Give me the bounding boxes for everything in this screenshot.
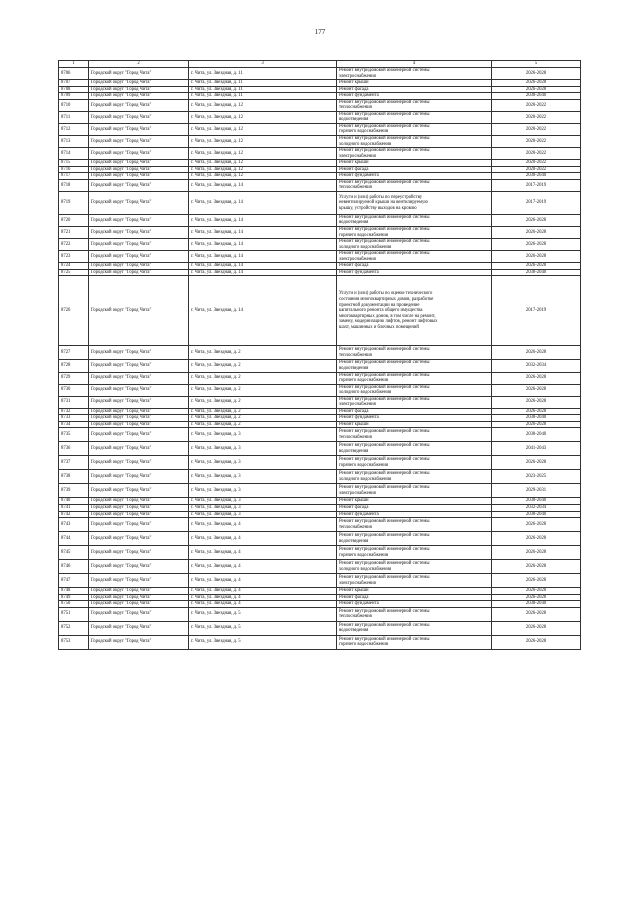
- row-number-cell: 8717: [59, 173, 89, 180]
- work-type-cell: Ремонт фасада: [337, 263, 492, 270]
- planned-period-cell: 2032-2034: [492, 504, 581, 511]
- planned-period-cell: 2041-2043: [492, 442, 581, 456]
- municipality-cell: Городской округ "Город Чита": [89, 574, 189, 588]
- row-number-cell: 8753: [59, 635, 89, 649]
- row-number-cell: 8714: [59, 148, 89, 160]
- address-cell: г. Чита, ул. Звездная, д. 3: [189, 428, 337, 442]
- column-number-1: 1: [59, 61, 89, 68]
- address-cell: г. Чита, ул. Звездная, д. 2: [189, 372, 337, 384]
- planned-period-cell: 2026-2028: [492, 635, 581, 649]
- planned-period-cell: 2026-2028: [492, 408, 581, 415]
- work-type-cell: Ремонт внутридомовой инженерной системы теплоснабжения: [337, 428, 492, 442]
- row-number-cell: 8728: [59, 360, 89, 372]
- work-type-cell: Ремонт внутридомовой инженерной системы холодного водоснабжения: [337, 239, 492, 251]
- address-cell: г. Чита, ул. Звездная, д. 3: [189, 442, 337, 456]
- table-row: [59, 442, 581, 456]
- row-number-cell: 8716: [59, 166, 89, 173]
- address-cell: г. Чита, ул. Звездная, д. 4: [189, 546, 337, 560]
- address-cell: г. Чита, ул. Звездная, д. 4: [189, 588, 337, 595]
- municipality-cell: Городской округ "Город Чита": [89, 415, 189, 422]
- municipality-cell: Городской округ "Город Чита": [89, 111, 189, 123]
- address-cell: г. Чита, ул. Звездная, д. 14: [189, 269, 337, 276]
- row-number-cell: 8723: [59, 251, 89, 263]
- table-row: [59, 68, 581, 80]
- municipality-cell: Городской округ "Город Чита": [89, 239, 189, 251]
- work-type-cell: Ремонт внутридомовой инженерной системы горячего водоснабжения: [337, 635, 492, 649]
- work-type-cell: Ремонт фасада: [337, 86, 492, 93]
- address-cell: г. Чита, ул. Звездная, д. 3: [189, 470, 337, 484]
- row-number-cell: 8740: [59, 498, 89, 505]
- planned-period-cell: 2026-2028: [492, 372, 581, 384]
- planned-period-cell: 2026-2028: [492, 518, 581, 532]
- table-row: [59, 484, 581, 498]
- municipality-cell: Городской округ "Город Чита": [89, 123, 189, 135]
- row-number-cell: 8718: [59, 179, 89, 191]
- address-cell: г. Чита, ул. Звездная, д. 14: [189, 227, 337, 239]
- planned-period-cell: 2026-2028: [492, 588, 581, 595]
- row-number-cell: 8731: [59, 396, 89, 408]
- work-type-cell: Ремонт внутридомовой инженерной системы электроснабжения: [337, 396, 492, 408]
- address-cell: г. Чита, ул. Звездная, д. 14: [189, 179, 337, 191]
- planned-period-cell: 2017-2019: [492, 179, 581, 191]
- row-number-cell: 8747: [59, 574, 89, 588]
- municipality-cell: Городской округ "Город Чита": [89, 560, 189, 574]
- row-number-cell: 8734: [59, 421, 89, 428]
- row-number-cell: 8742: [59, 511, 89, 518]
- planned-period-cell: 2026-2028: [492, 594, 581, 601]
- planned-period-cell: 2038-2040: [492, 415, 581, 422]
- planned-period-cell: 2026-2028: [492, 86, 581, 93]
- planned-period-cell: 2023-2025: [492, 470, 581, 484]
- municipality-cell: Городской округ "Город Чита": [89, 160, 189, 167]
- address-cell: г. Чита, ул. Звездная, д. 3: [189, 504, 337, 511]
- address-cell: г. Чита, ул. Звездная, д. 11: [189, 68, 337, 80]
- work-type-cell: Ремонт внутридомовой инженерной системы электроснабжения: [337, 68, 492, 80]
- address-cell: г. Чита, ул. Звездная, д. 14: [189, 214, 337, 226]
- table-row: [59, 607, 581, 621]
- municipality-cell: Городской округ "Город Чита": [89, 372, 189, 384]
- table-row: [59, 99, 581, 111]
- planned-period-cell: 2026-2028: [492, 251, 581, 263]
- row-number-cell: 8744: [59, 532, 89, 546]
- planned-period-cell: 2026-2028: [492, 214, 581, 226]
- planned-period-cell: 2026-2028: [492, 456, 581, 470]
- column-number-2: 2: [89, 61, 189, 68]
- planned-period-cell: 2020-2022: [492, 111, 581, 123]
- address-cell: г. Чита, ул. Звездная, д. 3: [189, 511, 337, 518]
- municipality-cell: Городской округ "Город Чита": [89, 384, 189, 396]
- planned-period-cell: 2026-2028: [492, 532, 581, 546]
- address-cell: г. Чита, ул. Звездная, д. 12: [189, 166, 337, 173]
- address-cell: г. Чита, ул. Звездная, д. 14: [189, 263, 337, 270]
- work-type-cell: Ремонт крыши: [337, 498, 492, 505]
- address-cell: г. Чита, ул. Звездная, д. 12: [189, 136, 337, 148]
- address-cell: г. Чита, ул. Звездная, д. 12: [189, 99, 337, 111]
- row-number-cell: 8749: [59, 594, 89, 601]
- municipality-cell: Городской округ "Город Чита": [89, 484, 189, 498]
- row-number-cell: 8725: [59, 269, 89, 276]
- row-number-cell: 8735: [59, 428, 89, 442]
- work-type-cell: Ремонт крыши: [337, 80, 492, 87]
- work-type-cell: Ремонт внутридомовой инженерной системы теплоснабжения: [337, 179, 492, 191]
- table-row: [59, 179, 581, 191]
- planned-period-cell: 2020-2022: [492, 136, 581, 148]
- work-type-cell: Ремонт фасада: [337, 594, 492, 601]
- municipality-cell: Городской округ "Город Чита": [89, 251, 189, 263]
- row-number-cell: 8738: [59, 470, 89, 484]
- address-cell: г. Чита, ул. Звездная, д. 4: [189, 601, 337, 608]
- work-type-cell: Ремонт крыши: [337, 588, 492, 595]
- row-number-cell: 8724: [59, 263, 89, 270]
- table-row: [59, 560, 581, 574]
- table-row: [59, 148, 581, 160]
- table-row: [59, 396, 581, 408]
- address-cell: г. Чита, ул. Звездная, д. 5: [189, 635, 337, 649]
- work-type-cell: Ремонт внутридомовой инженерной системы холодного водоснабжения: [337, 470, 492, 484]
- municipality-cell: Городской округ "Город Чита": [89, 276, 189, 346]
- address-cell: г. Чита, ул. Звездная, д. 4: [189, 574, 337, 588]
- address-cell: г. Чита, ул. Звездная, д. 14: [189, 276, 337, 346]
- work-type-cell: Услуги и (или) работы по переустройству невентилируемой крыши на вентилируемую крышу, устройству выходов на кровлю: [337, 191, 492, 214]
- work-type-cell: Ремонт внутридомовой инженерной системы теплоснабжения: [337, 518, 492, 532]
- planned-period-cell: 2026-2028: [492, 560, 581, 574]
- work-type-cell: Ремонт внутридомовой инженерной системы теплоснабжения: [337, 99, 492, 111]
- municipality-cell: Городской округ "Город Чита": [89, 470, 189, 484]
- table-row: [59, 470, 581, 484]
- page-number: 177: [314, 28, 326, 36]
- table-row: [59, 346, 581, 360]
- address-cell: г. Чита, ул. Звездная, д. 14: [189, 251, 337, 263]
- work-type-cell: Услуги и (или) работы по оценке технического состояния многоквартирных домов, разработке проектной документации на проведение капитального ремонта общего имущества многоквартирных домов, в том числе на ремонт, замену, модернизацию лифтов, ремонт лифтовых шахт, машинных и блочных помещений: [337, 276, 492, 346]
- planned-period-cell: 2026-2028: [492, 227, 581, 239]
- row-number-cell: 8708: [59, 86, 89, 93]
- row-number-cell: 8712: [59, 123, 89, 135]
- table-row: [59, 111, 581, 123]
- work-type-cell: Ремонт внутридомовой инженерной системы электроснабжения: [337, 574, 492, 588]
- row-number-cell: 8732: [59, 408, 89, 415]
- row-number-cell: 8733: [59, 415, 89, 422]
- planned-period-cell: 2038-2040: [492, 428, 581, 442]
- municipality-cell: Городской округ "Город Чита": [89, 546, 189, 560]
- table-row: [59, 123, 581, 135]
- municipality-cell: Городской округ "Город Чита": [89, 518, 189, 532]
- table-row: [59, 635, 581, 649]
- row-number-cell: 8739: [59, 484, 89, 498]
- municipality-cell: Городской округ "Город Чита": [89, 173, 189, 180]
- planned-period-cell: 2026-2028: [492, 239, 581, 251]
- planned-period-cell: 2026-2028: [492, 546, 581, 560]
- planned-period-cell: 2026-2028: [492, 574, 581, 588]
- planned-period-cell: 2020-2022: [492, 166, 581, 173]
- row-number-cell: 8746: [59, 560, 89, 574]
- municipality-cell: Городской округ "Город Чита": [89, 635, 189, 649]
- row-number-cell: 8729: [59, 372, 89, 384]
- table-row: [59, 360, 581, 372]
- work-type-cell: Ремонт внутридомовой инженерной системы теплоснабжения: [337, 346, 492, 360]
- row-number-cell: 8726: [59, 276, 89, 346]
- municipality-cell: Городской округ "Город Чита": [89, 428, 189, 442]
- work-type-cell: Ремонт внутридомовой инженерной системы водоотведения: [337, 621, 492, 635]
- planned-period-cell: 2029-2031: [492, 484, 581, 498]
- row-number-cell: 8719: [59, 191, 89, 214]
- municipality-cell: Городской округ "Город Чита": [89, 269, 189, 276]
- address-cell: г. Чита, ул. Звездная, д. 14: [189, 239, 337, 251]
- work-type-cell: Ремонт фасада: [337, 408, 492, 415]
- municipality-cell: Городской округ "Город Чита": [89, 191, 189, 214]
- address-cell: г. Чита, ул. Звездная, д. 11: [189, 93, 337, 100]
- planned-period-cell: 2026-2028: [492, 80, 581, 87]
- row-number-cell: 8750: [59, 601, 89, 608]
- row-number-cell: 8730: [59, 384, 89, 396]
- work-type-cell: Ремонт внутридомовой инженерной системы горячего водоснабжения: [337, 546, 492, 560]
- row-number-cell: 8743: [59, 518, 89, 532]
- row-number-cell: 8706: [59, 68, 89, 80]
- planned-period-cell: 2038-2040: [492, 173, 581, 180]
- row-number-cell: 8741: [59, 504, 89, 511]
- work-type-cell: Ремонт внутридомовой инженерной системы холодного водоснабжения: [337, 136, 492, 148]
- municipality-cell: Городской округ "Город Чита": [89, 511, 189, 518]
- work-type-cell: Ремонт внутридомовой инженерной системы электроснабжения: [337, 148, 492, 160]
- table-row: [59, 384, 581, 396]
- row-number-cell: 8752: [59, 621, 89, 635]
- table-row: [59, 372, 581, 384]
- planned-period-cell: 2020-2022: [492, 123, 581, 135]
- address-cell: г. Чита, ул. Звездная, д. 12: [189, 148, 337, 160]
- planned-period-cell: 2026-2028: [492, 384, 581, 396]
- planned-period-cell: 2020-2022: [492, 160, 581, 167]
- municipality-cell: Городской округ "Город Чита": [89, 601, 189, 608]
- work-type-cell: Ремонт внутридомовой инженерной системы теплоснабжения: [337, 607, 492, 621]
- work-type-cell: Ремонт внутридомовой инженерной системы водоотведения: [337, 532, 492, 546]
- table-row: [59, 518, 581, 532]
- column-number-3: 3: [189, 61, 337, 68]
- work-type-cell: Ремонт внутридомовой инженерной системы электроснабжения: [337, 251, 492, 263]
- row-number-cell: 8707: [59, 80, 89, 87]
- address-cell: г. Чита, ул. Звездная, д. 5: [189, 621, 337, 635]
- municipality-cell: Городской округ "Город Чита": [89, 346, 189, 360]
- work-type-cell: Ремонт фундамента: [337, 269, 492, 276]
- planned-period-cell: 2026-2028: [492, 68, 581, 80]
- address-cell: г. Чита, ул. Звездная, д. 12: [189, 111, 337, 123]
- municipality-cell: Городской округ "Город Чита": [89, 263, 189, 270]
- planned-period-cell: 2020-2022: [492, 99, 581, 111]
- address-cell: г. Чита, ул. Звездная, д. 3: [189, 456, 337, 470]
- work-type-cell: Ремонт фасада: [337, 504, 492, 511]
- municipality-cell: Городской округ "Город Чита": [89, 214, 189, 226]
- row-number-cell: 8736: [59, 442, 89, 456]
- address-cell: г. Чита, ул. Звездная, д. 4: [189, 532, 337, 546]
- municipality-cell: Городской округ "Город Чита": [89, 594, 189, 601]
- planned-period-cell: 2026-2028: [492, 396, 581, 408]
- municipality-cell: Городской округ "Город Чита": [89, 148, 189, 160]
- work-type-cell: Ремонт крыши: [337, 421, 492, 428]
- work-type-cell: Ремонт фундамента: [337, 415, 492, 422]
- address-cell: г. Чита, ул. Звездная, д. 4: [189, 594, 337, 601]
- column-number-row: [59, 61, 581, 68]
- work-type-cell: Ремонт фасада: [337, 166, 492, 173]
- address-cell: г. Чита, ул. Звездная, д. 11: [189, 80, 337, 87]
- table-row: [59, 251, 581, 263]
- work-type-cell: Ремонт фундамента: [337, 601, 492, 608]
- work-type-cell: Ремонт внутридомовой инженерной системы горячего водоснабжения: [337, 456, 492, 470]
- address-cell: г. Чита, ул. Звездная, д. 5: [189, 607, 337, 621]
- work-type-cell: Ремонт внутридомовой инженерной системы водоотведения: [337, 214, 492, 226]
- work-type-cell: Ремонт фундамента: [337, 173, 492, 180]
- address-cell: г. Чита, ул. Звездная, д. 4: [189, 560, 337, 574]
- address-cell: г. Чита, ул. Звездная, д. 12: [189, 173, 337, 180]
- table-row: [59, 574, 581, 588]
- municipality-cell: Городской округ "Город Чита": [89, 607, 189, 621]
- table-row: [59, 532, 581, 546]
- column-number-5: 5: [492, 61, 581, 68]
- row-number-cell: 8737: [59, 456, 89, 470]
- planned-period-cell: 2026-2028: [492, 263, 581, 270]
- work-type-cell: Ремонт внутридомовой инженерной системы водоотведения: [337, 360, 492, 372]
- planned-period-cell: 2038-2040: [492, 269, 581, 276]
- work-type-cell: Ремонт крыши: [337, 160, 492, 167]
- municipality-cell: Городской округ "Город Чита": [89, 93, 189, 100]
- address-cell: г. Чита, ул. Звездная, д. 3: [189, 484, 337, 498]
- table-body: [59, 61, 581, 650]
- municipality-cell: Городской округ "Город Чита": [89, 396, 189, 408]
- table-row: [59, 191, 581, 214]
- address-cell: г. Чита, ул. Звездная, д. 3: [189, 498, 337, 505]
- address-cell: г. Чита, ул. Звездная, д. 14: [189, 191, 337, 214]
- row-number-cell: 8709: [59, 93, 89, 100]
- address-cell: г. Чита, ул. Звездная, д. 12: [189, 123, 337, 135]
- row-number-cell: 8751: [59, 607, 89, 621]
- municipality-cell: Городской округ "Город Чита": [89, 179, 189, 191]
- work-type-cell: Ремонт внутридомовой инженерной системы холодного водоснабжения: [337, 560, 492, 574]
- address-cell: г. Чита, ул. Звездная, д. 2: [189, 384, 337, 396]
- row-number-cell: 8711: [59, 111, 89, 123]
- work-type-cell: Ремонт внутридомовой инженерной системы электроснабжения: [337, 484, 492, 498]
- address-cell: г. Чита, ул. Звездная, д. 11: [189, 86, 337, 93]
- planned-period-cell: 2038-2040: [492, 601, 581, 608]
- municipality-cell: Городской округ "Город Чита": [89, 588, 189, 595]
- table-row: [59, 621, 581, 635]
- planned-period-cell: 2017-2019: [492, 191, 581, 214]
- planned-period-cell: 2032-2034: [492, 360, 581, 372]
- work-type-cell: Ремонт внутридомовой инженерной системы водоотведения: [337, 111, 492, 123]
- address-cell: г. Чита, ул. Звездная, д. 4: [189, 518, 337, 532]
- row-number-cell: 8715: [59, 160, 89, 167]
- municipality-cell: Городской округ "Город Чита": [89, 532, 189, 546]
- row-number-cell: 8748: [59, 588, 89, 595]
- work-type-cell: Ремонт фундамента: [337, 93, 492, 100]
- table-row: [59, 214, 581, 226]
- work-type-cell: Ремонт внутридомовой инженерной системы горячего водоснабжения: [337, 372, 492, 384]
- municipality-cell: Городской округ "Город Чита": [89, 498, 189, 505]
- row-number-cell: 8745: [59, 546, 89, 560]
- row-number-cell: 8710: [59, 99, 89, 111]
- address-cell: г. Чита, ул. Звездная, д. 2: [189, 415, 337, 422]
- planned-period-cell: 2038-2040: [492, 93, 581, 100]
- address-cell: г. Чита, ул. Звездная, д. 2: [189, 421, 337, 428]
- work-type-cell: Ремонт внутридомовой инженерной системы горячего водоснабжения: [337, 227, 492, 239]
- work-type-cell: Ремонт фундамента: [337, 511, 492, 518]
- municipality-cell: Городской округ "Город Чита": [89, 360, 189, 372]
- table-row: [59, 546, 581, 560]
- capital-repair-table: [58, 60, 581, 650]
- address-cell: г. Чита, ул. Звездная, д. 2: [189, 346, 337, 360]
- table-row: [59, 428, 581, 442]
- municipality-cell: Городской округ "Город Чита": [89, 442, 189, 456]
- municipality-cell: Городской округ "Город Чита": [89, 80, 189, 87]
- address-cell: г. Чита, ул. Звездная, д. 2: [189, 360, 337, 372]
- work-type-cell: Ремонт внутридомовой инженерной системы холодного водоснабжения: [337, 384, 492, 396]
- planned-period-cell: 2038-2040: [492, 498, 581, 505]
- municipality-cell: Городской округ "Город Чита": [89, 504, 189, 511]
- planned-period-cell: 2017-2019: [492, 276, 581, 346]
- planned-period-cell: 2020-2022: [492, 148, 581, 160]
- row-number-cell: 8727: [59, 346, 89, 360]
- municipality-cell: Городской округ "Город Чита": [89, 408, 189, 415]
- table-row: [59, 239, 581, 251]
- municipality-cell: Городской округ "Город Чита": [89, 68, 189, 80]
- planned-period-cell: 2038-2040: [492, 511, 581, 518]
- municipality-cell: Городской округ "Город Чита": [89, 166, 189, 173]
- table-row: [59, 136, 581, 148]
- planned-period-cell: 2026-2028: [492, 621, 581, 635]
- row-number-cell: 8721: [59, 227, 89, 239]
- planned-period-cell: 2026-2028: [492, 607, 581, 621]
- work-type-cell: Ремонт внутридомовой инженерной системы водоотведения: [337, 442, 492, 456]
- table-row: [59, 456, 581, 470]
- address-cell: г. Чита, ул. Звездная, д. 2: [189, 396, 337, 408]
- row-number-cell: 8722: [59, 239, 89, 251]
- municipality-cell: Городской округ "Город Чита": [89, 86, 189, 93]
- planned-period-cell: 2026-2028: [492, 346, 581, 360]
- row-number-cell: 8720: [59, 214, 89, 226]
- address-cell: г. Чита, ул. Звездная, д. 2: [189, 408, 337, 415]
- municipality-cell: Городской округ "Город Чита": [89, 227, 189, 239]
- column-number-4: 4: [337, 61, 492, 68]
- municipality-cell: Городской округ "Город Чита": [89, 421, 189, 428]
- address-cell: г. Чита, ул. Звездная, д. 12: [189, 160, 337, 167]
- municipality-cell: Городской округ "Город Чита": [89, 621, 189, 635]
- table-row: [59, 227, 581, 239]
- table-row: [59, 276, 581, 346]
- work-type-cell: Ремонт внутридомовой инженерной системы горячего водоснабжения: [337, 123, 492, 135]
- row-number-cell: 8713: [59, 136, 89, 148]
- municipality-cell: Городской округ "Город Чита": [89, 99, 189, 111]
- municipality-cell: Городской округ "Город Чита": [89, 456, 189, 470]
- planned-period-cell: 2026-2028: [492, 421, 581, 428]
- municipality-cell: Городской округ "Город Чита": [89, 136, 189, 148]
